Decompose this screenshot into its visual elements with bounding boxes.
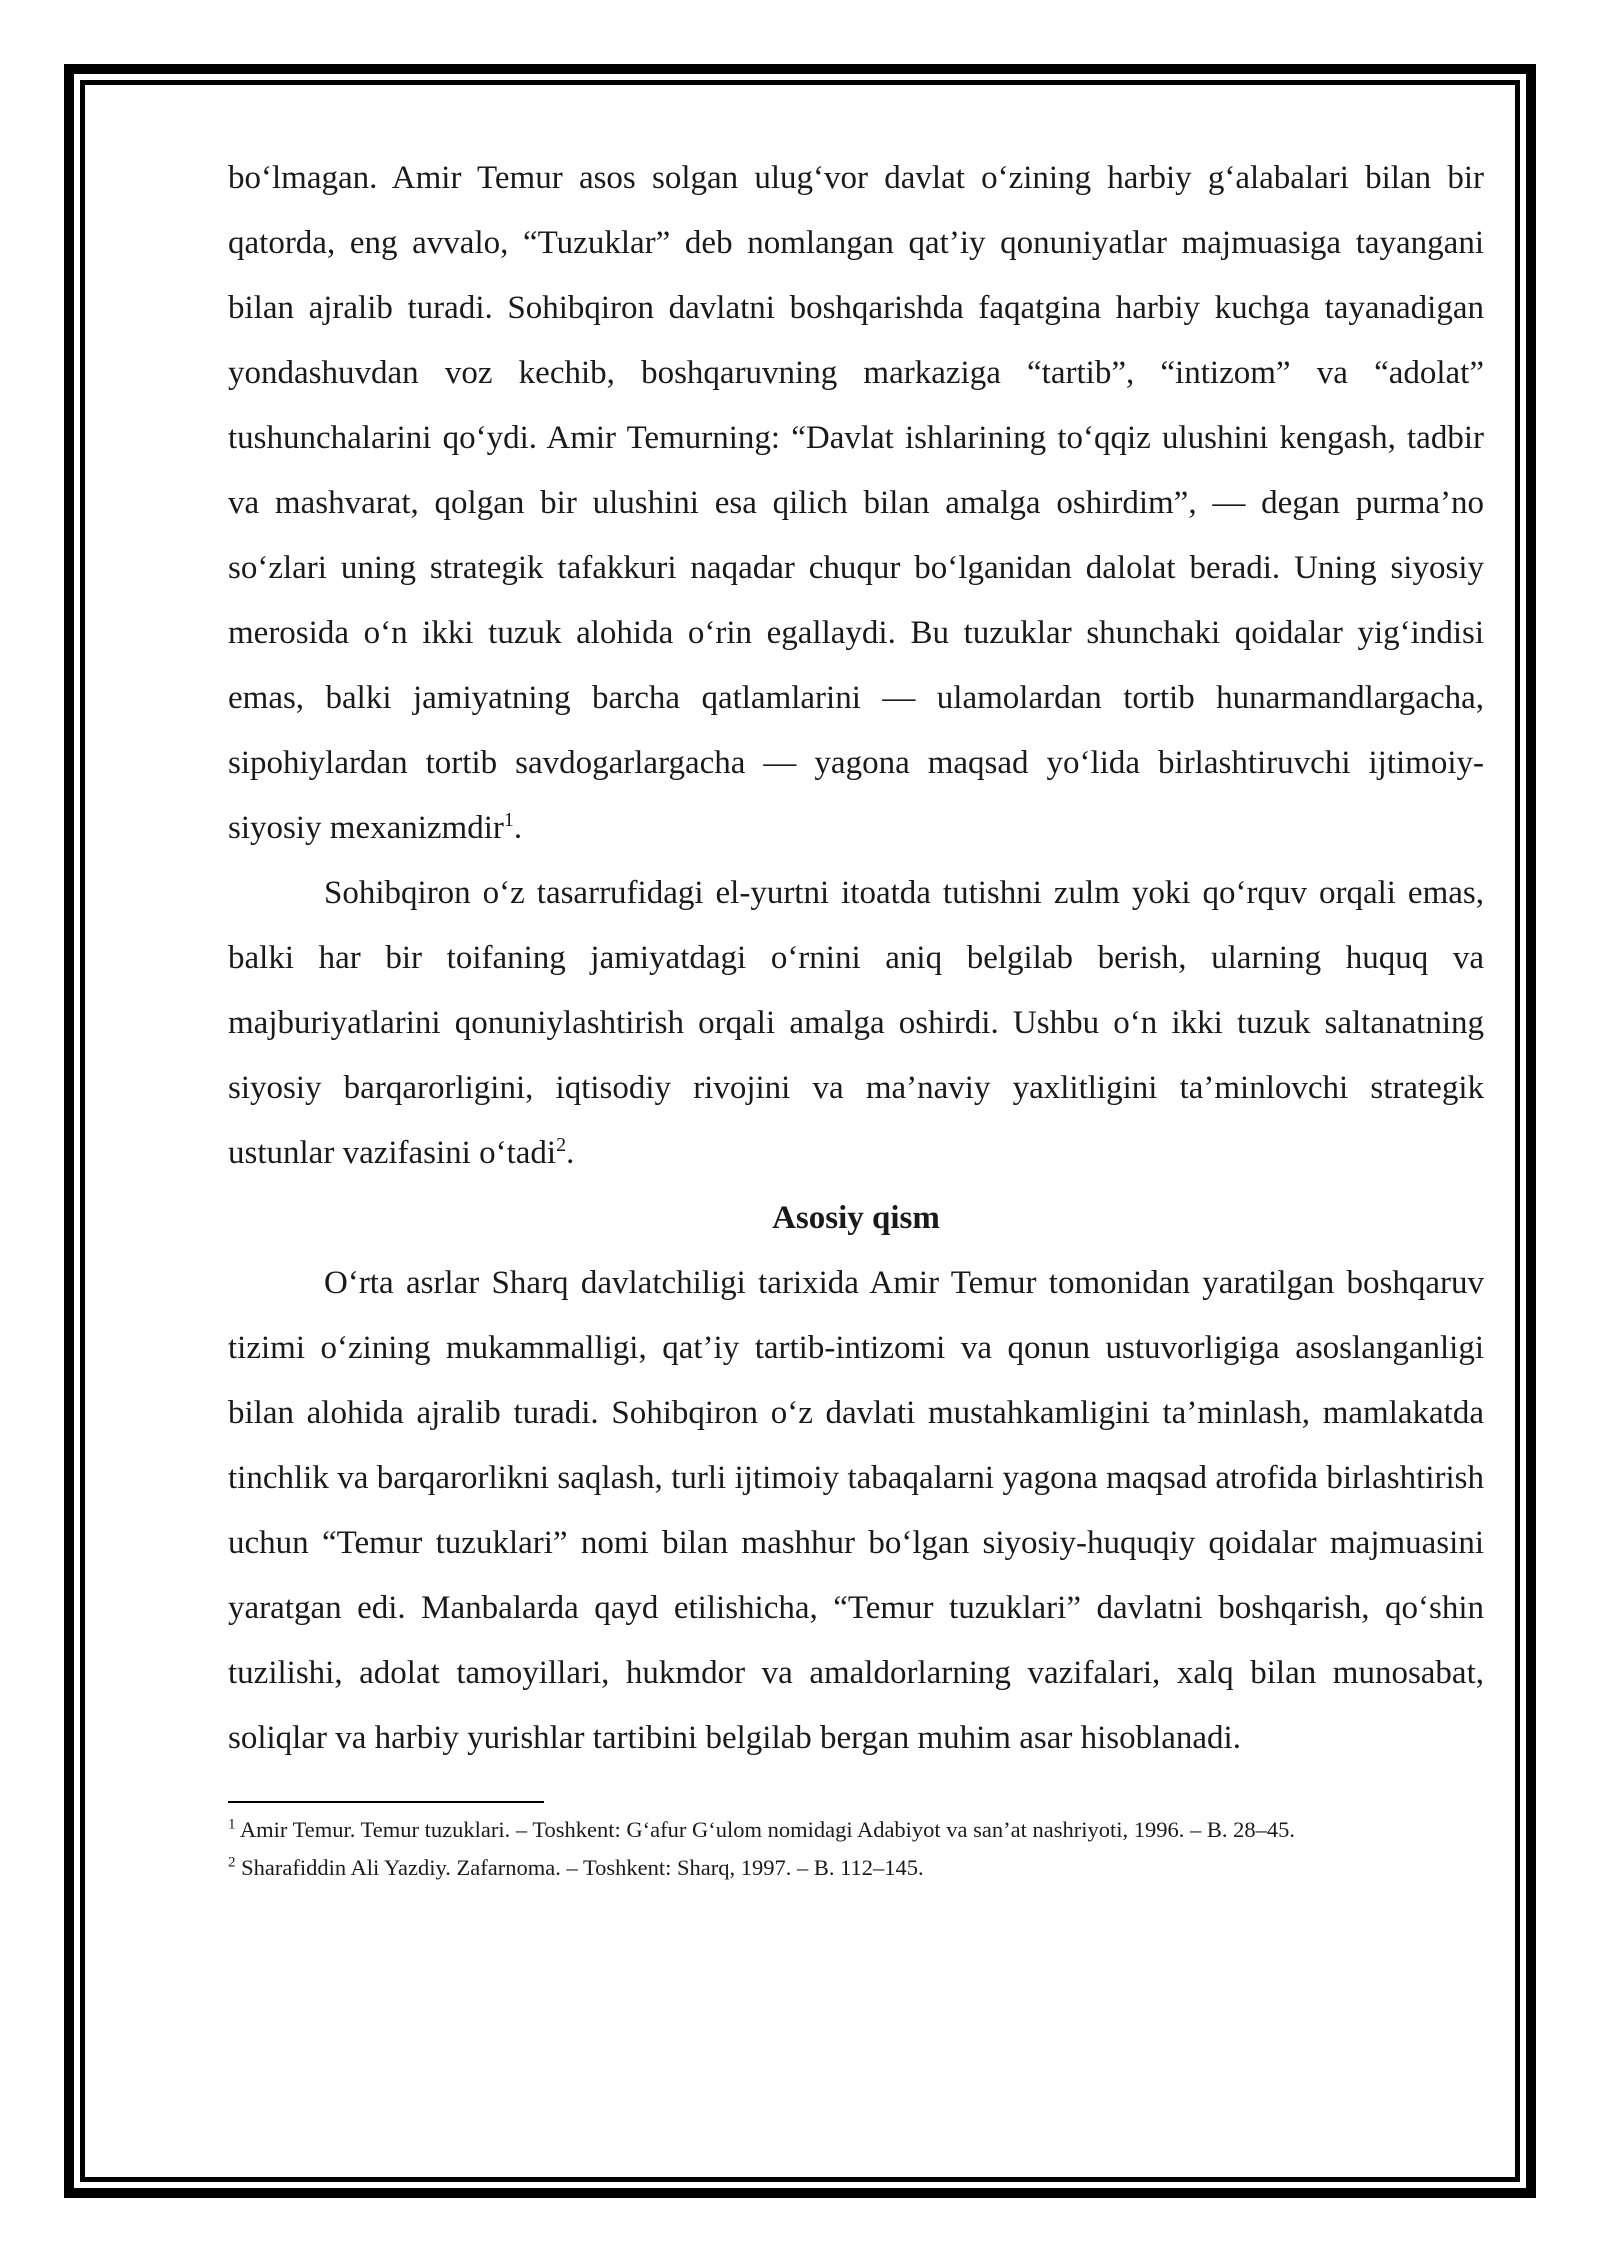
footnote-2 — [228, 1849, 1484, 1887]
footnote-1 — [228, 1811, 1484, 1849]
paragraph-2 — [228, 861, 1484, 1186]
paragraph-3: O‘rta asrlar Sharq davlatchiligi tarixida Amir Temur tomonidan yaratilgan boshqaruv tizimi o‘zining mukammalligi, qat’iy tartib-intizomi va qonun ustuvorligiga asoslanganligi bilan alohida ajralib turadi. Sohibqiron o‘z davlati mustahkamligini ta’minlash, mamlakatda tinchlik va barqarorlikni saqlash, turli ijtimoiy tabaqalarni yagona maqsad atrofida birlashtirish uchun “Temur tuzuklari” nomi bilan mashhur bo‘lgan siyosiy-huquqiy qoidalar majmuasini yaratgan edi. Manbalarda qayd etilishicha, “Temur tuzuklari” davlatni boshqarish, qo‘shin tuzilishi, adolat tamoyillari, hukmdor va amaldorlarning vazifalari, xalq bilan munosabat, soliqlar va harbiy yurishlar tartibini belgilab bergan muhim asar hisoblanadi. — [228, 1265, 1484, 1756]
footnote-2-number: 2 — [228, 1854, 236, 1871]
footnote-1-text: Amir Temur. Temur tuzuklari. – Toshkent: G‘afur G‘ulom nomidagi Adabiyot va san’at nashriyoti, 1996. – B. 28–45. — [239, 1817, 1296, 1842]
footnote-separator — [228, 1801, 544, 1803]
paragraph-1-tail: . — [513, 810, 523, 846]
section-heading: Asosiy qism — [772, 1200, 940, 1236]
document-body — [228, 146, 1484, 1887]
paragraph-1 — [228, 146, 1484, 861]
footnote-1-number: 1 — [228, 1816, 236, 1833]
footnote-ref-1[interactable]: 1 — [503, 809, 514, 831]
footnote-2-text: Sharafiddin Ali Yazdiy. Zafarnoma. – Toshkent: Sharq, 1997. – B. 112–145. — [241, 1855, 924, 1880]
paragraph-2-text: Sohibqiron o‘z tasarrufidagi el-yurtni itoatda tutishni zulm yoki qo‘rquv orqali emas, balki har bir toifaning jamiyatdagi o‘rnini aniq belgilab berish, ularning huquq va majburiyatlarini qonuniylashtirish orqali amalga oshirdi. Ushbu o‘n ikki tuzuk saltanatning siyosiy barqarorligini, iqtisodiy rivojini va ma’naviy yaxlitligini ta’minlovchi strategik ustunlar vazifasini o‘tadi — [228, 875, 1484, 1171]
paragraph-1-text: bo‘lmagan. Amir Temur asos solgan ulug‘vor davlat o‘zining harbiy g‘alabalari bilan bir qatorda, eng avvalo, “Tuzuklar” deb nomlangan qat’iy qonuniyatlar majmuasiga tayangani bilan ajralib turadi. Sohibqiron davlatni boshqarishda faqatgina harbiy kuchga tayanadigan yondashuvdan voz kechib, boshqaruvning markaziga “tartib”, “intizom” va “adolat” tushunchalarini qo‘ydi. Amir Temurning: “Davlat ishlarining to‘qqiz ulushini kengash, tadbir va mashvarat, qolgan bir ulushini esa qilich bilan amalga oshirdim”, — degan purma’no so‘zlari uning strategik tafakkuri naqadar chuqur bo‘lganidan dalolat beradi. Uning siyosiy merosida o‘n ikki tuzuk alohida o‘rin egallaydi. Bu tuzuklar shunchaki qoidalar yig‘indisi emas, balki jamiyatning barcha qatlamlarini — ulamolardan tortib hunarmandlargacha, sipohiylardan tortib savdogarlargacha — yagona maqsad yo‘lida birlashtiruvchi ijtimoiy-siyosiy mexanizmdir — [228, 160, 1484, 846]
paragraph-2-tail: . — [566, 1135, 575, 1171]
footnote-ref-2[interactable]: 2 — [556, 1134, 567, 1156]
